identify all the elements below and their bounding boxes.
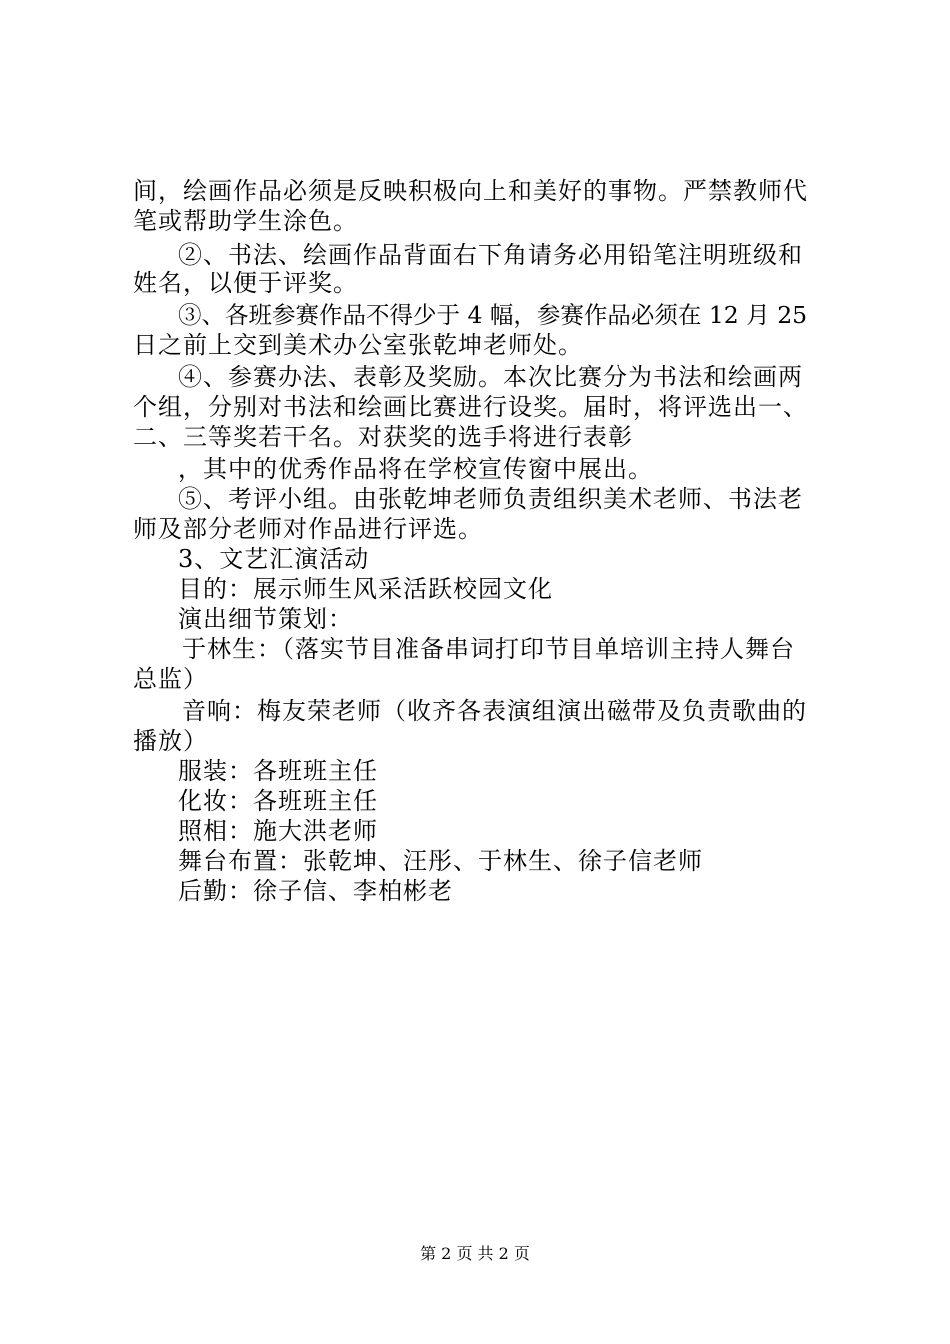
text-line: 舞台布置：张乾坤、汪彤、于林生、徐子信老师	[178, 847, 703, 875]
text-line: 化妆：各班班主任	[178, 787, 378, 815]
text-line: 演出细节策划：	[178, 605, 353, 633]
text-line: 照相：施大洪老师	[178, 817, 378, 845]
text-line: 个组，分别对书法和绘画比赛进行设奖。届时，将评选出一、	[133, 393, 808, 421]
text-line: 播放）	[133, 727, 208, 755]
text-line: 师及部分老师对作品进行评选。	[133, 515, 483, 543]
section-heading: 3、文艺汇演活动	[178, 545, 370, 573]
text-line: 二、三等奖若干名。对获奖的选手将进行表彰	[133, 423, 633, 451]
text-line: ，其中的优秀作品将在学校宣传窗中展出。	[178, 455, 653, 483]
text-line: 后勤：徐子信、李柏彬老	[178, 877, 453, 905]
text-line: 日之前上交到美术办公室张乾坤老师处。	[133, 331, 583, 359]
text-line: 服装：各班班主任	[178, 757, 378, 785]
text-line: 音响：梅友荣老师（收齐各表演组演出磁带及负责歌曲的	[182, 697, 807, 725]
text-line: ④、参赛办法、表彰及奖励。本次比赛分为书法和绘画两	[178, 363, 803, 391]
text-line: 姓名，以便于评奖。	[133, 269, 358, 297]
text-line: ⑤、考评小组。由张乾坤老师负责组织美术老师、书法老	[178, 485, 803, 513]
text-line: 间，绘画作品必须是反映积极向上和美好的事物。严禁教师代	[133, 177, 808, 205]
text-line: 目的：展示师生风采活跃校园文化	[178, 575, 553, 603]
text-line: ②、书法、绘画作品背面右下角请务必用铅笔注明班级和	[178, 241, 803, 269]
text-line: 笔或帮助学生涂色。	[133, 207, 358, 235]
text-line: 于林生：（落实节目准备串词打印节目单培训主持人舞台	[182, 635, 795, 663]
text-line: 总监）	[133, 665, 208, 693]
page-number-footer: 第 2 页 共 2 页	[420, 1244, 530, 1263]
text-line: ③、各班参赛作品不得少于 4 幅，参赛作品必须在 12 月 25	[178, 301, 808, 329]
